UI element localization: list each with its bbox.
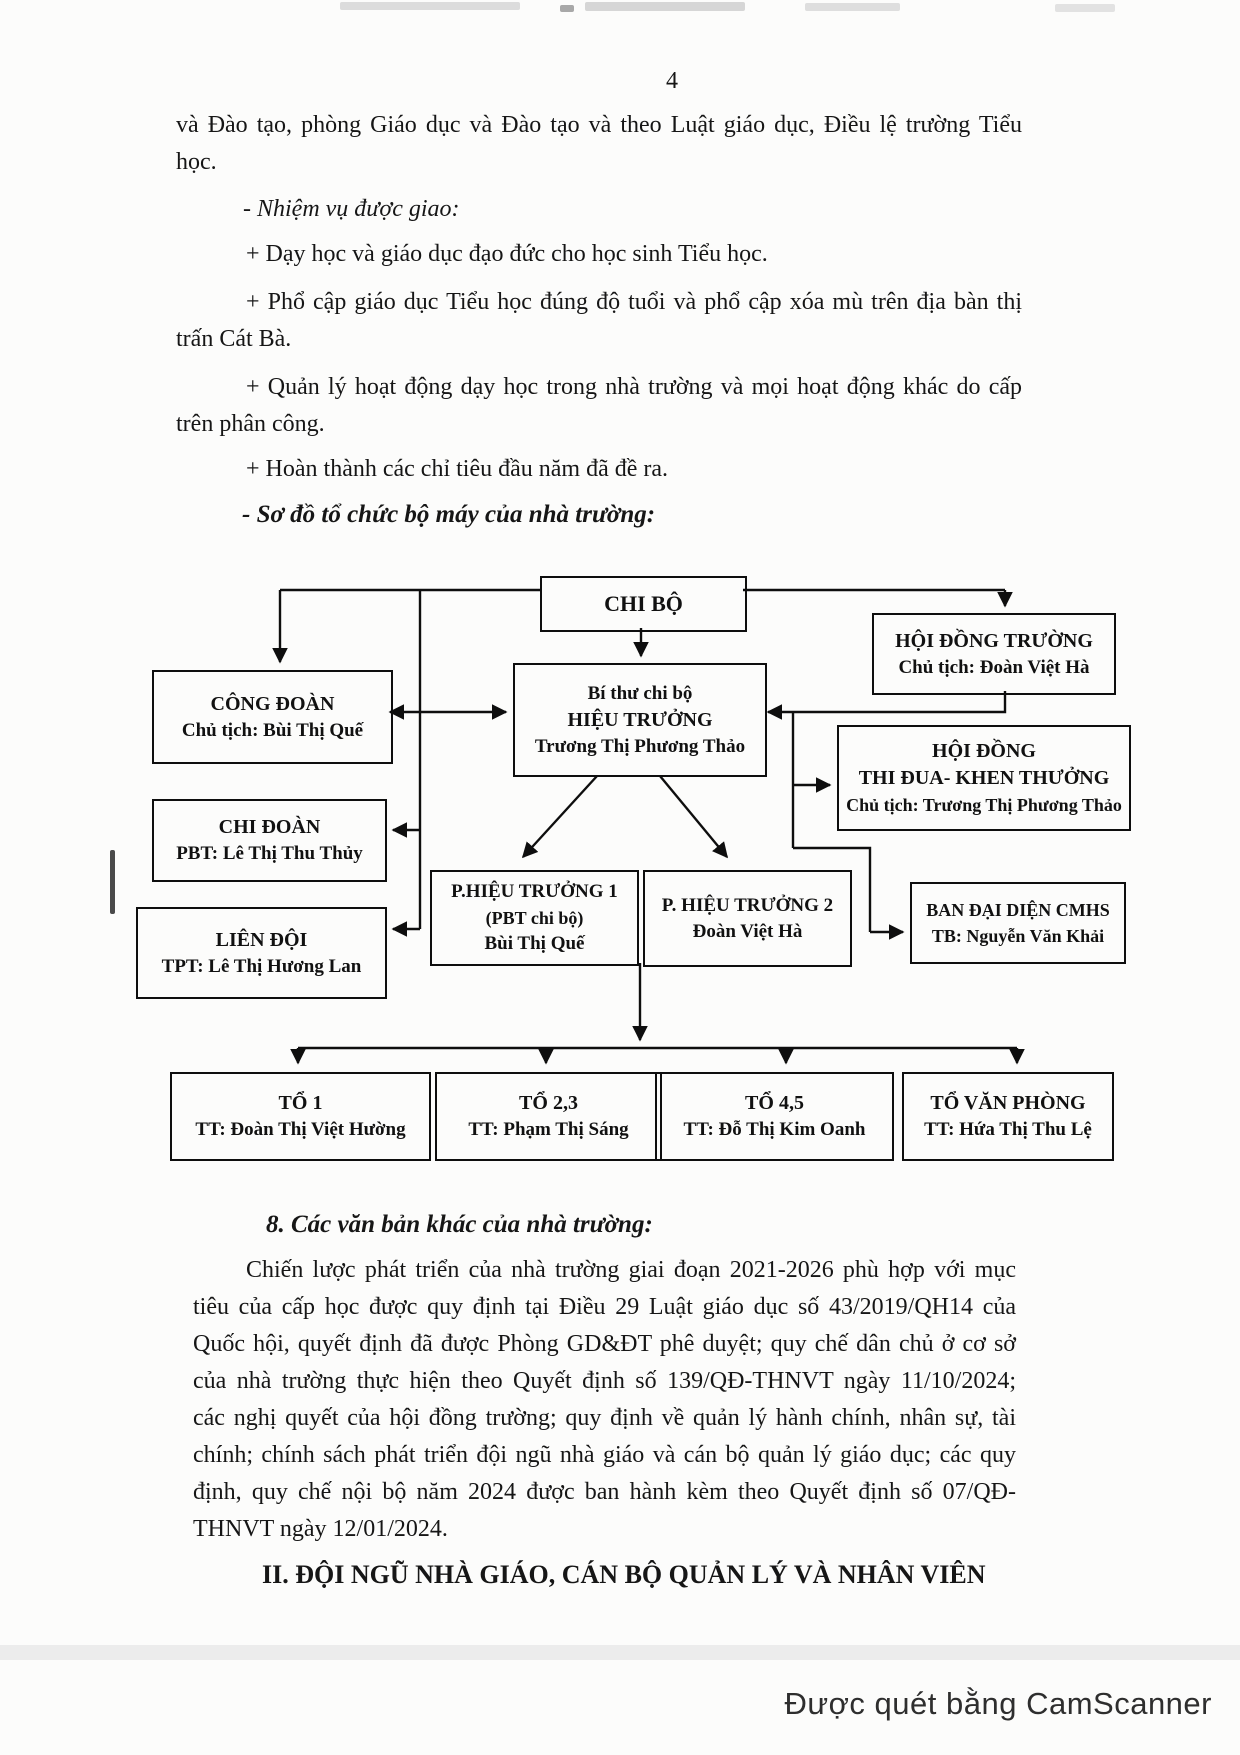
task-item: trên phân công.: [176, 411, 325, 437]
org-node-chi-bo: [540, 576, 747, 632]
body-line: học.: [176, 149, 217, 175]
org-node-subtitle: TT: Hứa Thị Thu Lệ: [924, 1119, 1092, 1140]
org-node-title: TỔ VĂN PHÒNG: [930, 1092, 1086, 1114]
body-line: Chiến lược phát triển của nhà trường giai đoạn 2021-2026 phù hợp với mục: [246, 1257, 1016, 1283]
org-node-subtitle: Chủ tịch: Trương Thị Phương Thảo: [846, 795, 1122, 815]
org-node-title: P. HIỆU TRƯỞNG 2: [661, 894, 834, 916]
org-node-subtitle: Đoàn Việt Hà: [692, 920, 803, 942]
org-node-cong-doan: [152, 670, 393, 764]
org-node-line: Bí thư chi bộ: [587, 682, 693, 704]
scan-artifact-band: [0, 1645, 1240, 1660]
scan-artifact: [560, 5, 574, 12]
org-node-title: TỔ 1: [278, 1092, 323, 1114]
body-line: THNVT ngày 12/01/2024.: [193, 1516, 448, 1542]
task-item: + Hoàn thành các chỉ tiêu đầu năm đã đề ra.: [246, 456, 669, 482]
org-node-to-4-5: [655, 1072, 894, 1161]
tasks-heading: - Nhiệm vụ được giao:: [243, 196, 460, 222]
org-node-title: HỘI ĐỒNG TRƯỜNG: [895, 629, 1093, 652]
watermark-camscanner: Được quét bằng CamScanner: [784, 1686, 1212, 1721]
scan-artifact: [110, 850, 115, 914]
org-node-pho-hieu-truong-1: [430, 870, 639, 966]
org-node-subtitle: Chủ tịch: Đoàn Việt Hà: [898, 656, 1090, 678]
org-node-title: LIÊN ĐỘI: [215, 928, 308, 951]
body-line: và Đào tạo, phòng Giáo dục và Đào tạo và theo Luật giáo dục, Điều lệ trường Tiểu: [176, 112, 1022, 138]
org-node-subtitle: TT: Đoàn Thị Việt Hường: [195, 1119, 406, 1140]
org-node-title: THI ĐUA- KHEN THƯỞNG: [858, 767, 1110, 789]
org-chart-heading: - Sơ đồ tổ chức bộ máy của nhà trường:: [242, 501, 656, 528]
org-node-subtitle: TPT: Lê Thị Hương Lan: [161, 955, 362, 977]
org-node-to-van-phong: [902, 1072, 1114, 1161]
org-node-title: TỔ 4,5: [745, 1092, 804, 1114]
org-node-hoi-dong-truong: [872, 613, 1116, 695]
org-node-title: CÔNG ĐOÀN: [210, 692, 335, 715]
org-node-ban-dai-dien-cmhs: [910, 882, 1126, 964]
org-node-title: CHI ĐOÀN: [218, 816, 321, 838]
org-node-title: HỘI ĐỒNG: [932, 740, 1036, 762]
org-node-subtitle: TB: Nguyễn Văn Khải: [931, 926, 1105, 946]
body-line: các nghị quyết của hội đồng trường; quy định về quản lý hành chính, nhân sự, tài: [193, 1405, 1016, 1431]
body-line: Quốc hội, quyết định đã được Phòng GD&ĐT phê duyệt; quy chế dân chủ ở cơ sở: [193, 1331, 1016, 1357]
org-node-title: P.HIỆU TRƯỞNG 1: [451, 881, 618, 902]
org-node-subtitle: TT: Đỗ Thị Kim Oanh: [683, 1119, 866, 1140]
org-node-lien-doi: [136, 907, 387, 999]
org-node-to-1: [170, 1072, 431, 1161]
body-line: tiêu của cấp học được quy định tại Điều 29 Luật giáo dục số 43/2019/QH14 của: [193, 1294, 1016, 1320]
org-node-hieu-truong: [513, 663, 767, 777]
section8-heading: 8. Các văn bản khác của nhà trường:: [266, 1211, 653, 1238]
org-node-title: CHI BỘ: [604, 591, 683, 616]
org-node-chi-doan: [152, 799, 387, 882]
org-node-title: HIỆU TRƯỞNG: [567, 708, 713, 731]
org-node-title: BAN ĐẠI DIỆN CMHS: [926, 900, 1110, 920]
page-number: 4: [666, 68, 678, 94]
body-line: định, quy chế nội bộ năm 2024 được ban hành kèm theo Quyết định số 07/QĐ-: [193, 1479, 1016, 1505]
section2-heading: II. ĐỘI NGŨ NHÀ GIÁO, CÁN BỘ QUẢN LÝ VÀ NHÂN VIÊN: [262, 1560, 986, 1589]
scan-artifact: [805, 3, 900, 11]
org-node-subtitle: Chủ tịch: Bùi Thị Quế: [181, 719, 364, 741]
scan-artifact: [1055, 4, 1115, 12]
scan-artifact: [585, 2, 745, 11]
org-node-thi-dua-khen-thuong: [837, 725, 1131, 831]
task-item: + Phổ cập giáo dục Tiểu học đúng độ tuổi và phổ cập xóa mù trên địa bàn thị: [246, 289, 1022, 315]
org-node-title: TỔ 2,3: [519, 1092, 578, 1114]
org-node-subtitle: PBT: Lê Thị Thu Thủy: [176, 843, 363, 864]
body-line: của nhà trường thực hiện theo Quyết định số 139/QĐ-THNVT ngày 11/10/2024;: [193, 1368, 1016, 1394]
task-item: + Dạy học và giáo dục đạo đức cho học sinh Tiểu học.: [246, 241, 768, 267]
body-line: chính; chính sách phát triển đội ngũ nhà giáo và cán bộ quản lý giáo dục; các quy: [193, 1442, 1016, 1468]
task-item: trấn Cát Bà.: [176, 326, 292, 352]
org-node-to-2-3: [435, 1072, 662, 1161]
org-node-subtitle: Bùi Thị Quế: [484, 933, 585, 954]
org-node-pho-hieu-truong-2: [643, 870, 852, 967]
org-node-subtitle: TT: Phạm Thị Sáng: [468, 1119, 629, 1140]
org-node-subtitle: Trương Thị Phương Thảo: [534, 735, 746, 757]
scan-artifact: [340, 2, 520, 10]
task-item: + Quản lý hoạt động dạy học trong nhà trường và mọi hoạt động khác do cấp: [246, 374, 1022, 400]
org-node-line: (PBT chi bộ): [485, 908, 584, 928]
